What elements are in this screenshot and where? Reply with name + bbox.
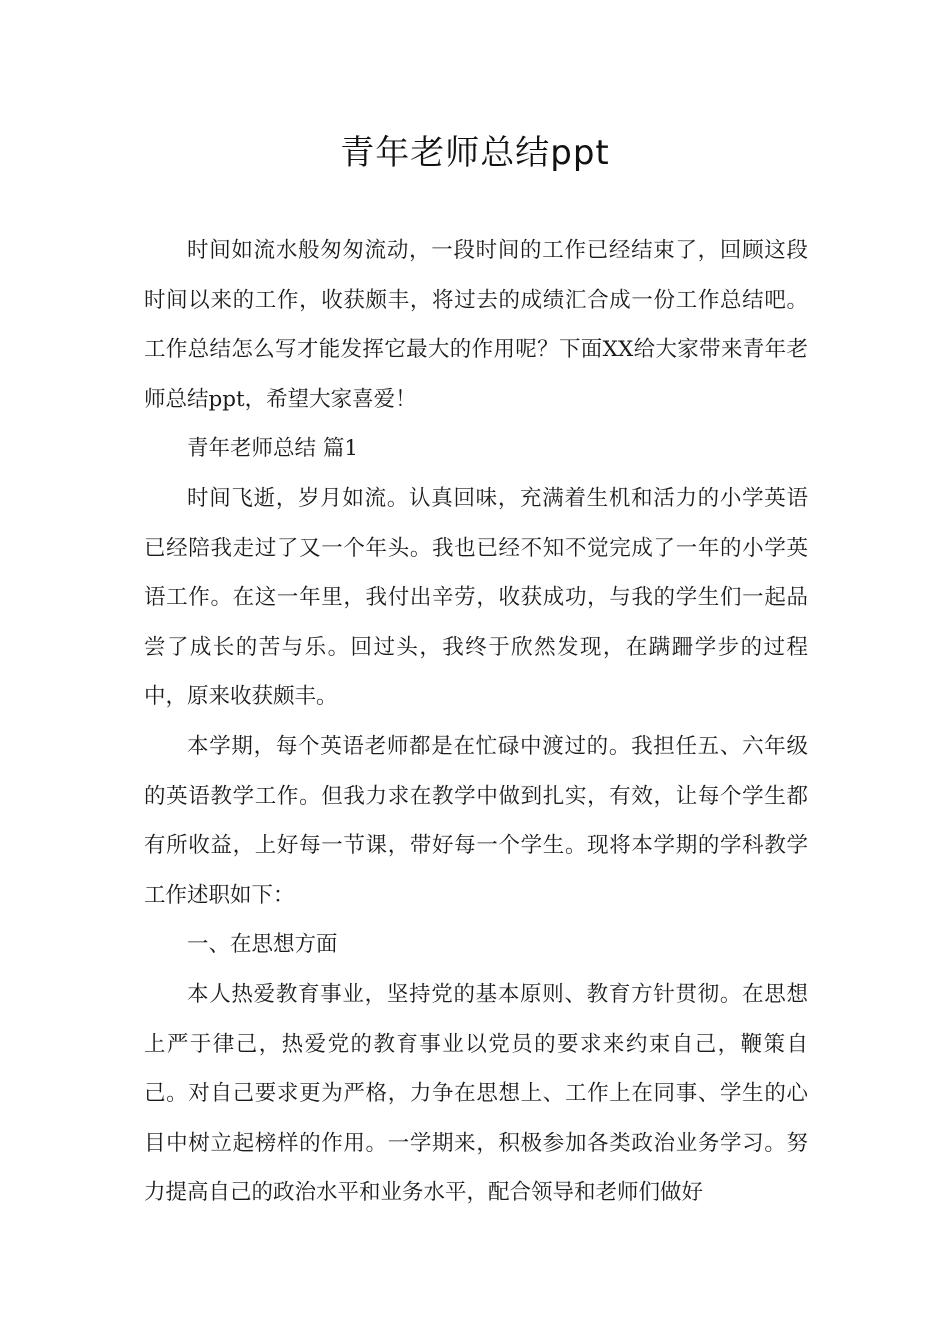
body-paragraph: 本人热爱教育事业，坚持党的基本原则、教育方针贯彻。在思想上严于律己，热爱党的教育事业以党员的要求来约束自己，鞭策自己。对自己要求更为严格，力争在思想上、工作上在同事、学生的心目中树立起榜样的作用。一学期来，积极参加各类政治业务学习。努力提高自己的政治水平和业务水平，配合领导和老师们做好 [144,981,808,1206]
body-paragraph: 本学期，每个英语老师都是在忙碌中渡过的。我担任五、六年级的英语教学工作。但我力求在教学中做到扎实，有效，让每个学生都有所收益，上好每一节课，带好每一个学生。现将本学期的学科教学工作述职如下： [144,733,808,908]
section-heading-part-1: 青年老师总结 篇1 [187,436,359,462]
subsection-heading-thought: 一、在思想方面 [187,932,338,958]
intro-paragraph: 时间如流水般匆匆流动，一段时间的工作已经结束了，回顾这段时间以来的工作，收获颇丰，将过去的成绩汇合成一份工作总结吧。工作总结怎么写才能发挥它最大的作用呢？下面XX给大家带来青年老师总结ppt，希望大家喜爱！ [144,238,808,412]
document-body [144,226,808,1218]
body-paragraph: 时间飞逝，岁月如流。认真回味，充满着生机和活力的小学英语已经陪我走过了又一个年头。我也已经不知不觉完成了一年的小学英语工作。在这一年里，我付出辛劳，收获成功，与我的学生们一起品尝了成长的苦与乐。回过头，我终于欣然发现，在蹒跚学步的过程中，原来收获颇丰。 [144,485,808,710]
document-title: 青年老师总结ppt [340,133,610,173]
